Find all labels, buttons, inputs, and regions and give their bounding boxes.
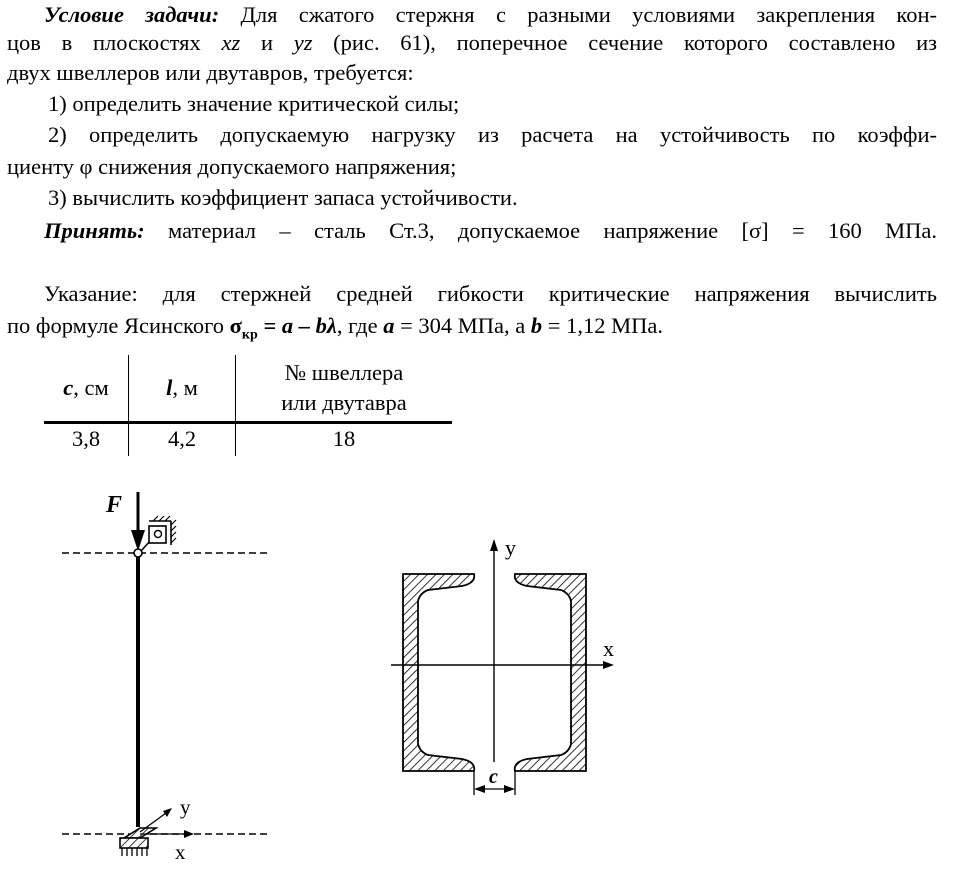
plane-yz: yz — [293, 30, 313, 55]
hint-prefix: по формуле Ясинского — [7, 313, 230, 338]
and-word: и — [240, 30, 294, 55]
col-l-unit: , м — [172, 375, 198, 400]
sigma-symbol: σ — [229, 313, 242, 338]
task-intro-2b: (рис. 61), поперечное сечение которого составлено из — [312, 30, 938, 55]
a-symbol: a — [383, 313, 395, 338]
task-item-3: 3) вычислить коэффициент запаса устойчивости. — [48, 185, 518, 210]
col-profile-line-2: или двутавра — [281, 390, 407, 415]
section-axis-y-label: y — [505, 535, 516, 560]
accept-label: Принять: — [44, 218, 145, 243]
cross-section — [391, 535, 614, 795]
hint-mid: , где — [336, 313, 384, 338]
top-hinge — [134, 549, 142, 557]
task-item-2-line-1: 2) определить допускаемую нагрузку из расчета на устойчивость по коэффи- — [48, 122, 937, 147]
top-support — [141, 516, 176, 551]
section-axis-x-label: x — [603, 636, 614, 661]
plane-xz: xz — [221, 30, 241, 55]
gap-label: c — [489, 766, 498, 788]
task-intro-1: Для сжатого стержня с разными условиями закрепления кон- — [240, 2, 937, 27]
left-channel — [403, 574, 474, 771]
a-value: = 304 МПа, а — [394, 313, 531, 338]
force-arrow — [131, 492, 145, 551]
col-l-symbol: l — [166, 375, 173, 400]
column-scheme — [62, 492, 268, 864]
section-y-arrow — [490, 539, 498, 551]
hint-line-1: Указание: для стержней средней гибкости критические напряжения вычислить — [44, 281, 937, 306]
task-item-1: 1) определить значение критической силы; — [48, 91, 460, 116]
cell-c: 3,8 — [44, 423, 129, 457]
task-heading: Условие задачи: — [44, 2, 220, 27]
column-axis-x-label: x — [175, 840, 186, 864]
right-channel — [515, 574, 586, 771]
task-intro-3: двух швеллеров или двутавров, требуется: — [7, 60, 414, 85]
accept-text: материал – сталь Ст.3, допускаемое напряжение [σ] = 160 МПа. — [168, 218, 938, 243]
cell-profile: 18 — [332, 426, 356, 451]
col-c-unit: , см — [73, 375, 109, 400]
fixed-support — [120, 828, 156, 856]
formula-rest: = a – bλ — [257, 313, 337, 338]
force-label: F — [106, 492, 123, 518]
cell-l: 4,2 — [129, 423, 236, 457]
b-value: = 1,12 МПа. — [542, 313, 663, 338]
b-symbol: b — [530, 313, 543, 338]
section-x-arrow — [603, 661, 614, 669]
col-c-symbol: c — [63, 375, 74, 400]
task-item-2-line-2: циенту φ снижения допускаемого напряжения; — [7, 154, 457, 179]
task-intro-2a: цов в плоскостях — [7, 30, 222, 55]
sigma-subscript: кр — [241, 327, 258, 343]
col-profile-line-1: № швеллера — [284, 360, 404, 385]
column-axis-y-label: y — [180, 795, 191, 819]
